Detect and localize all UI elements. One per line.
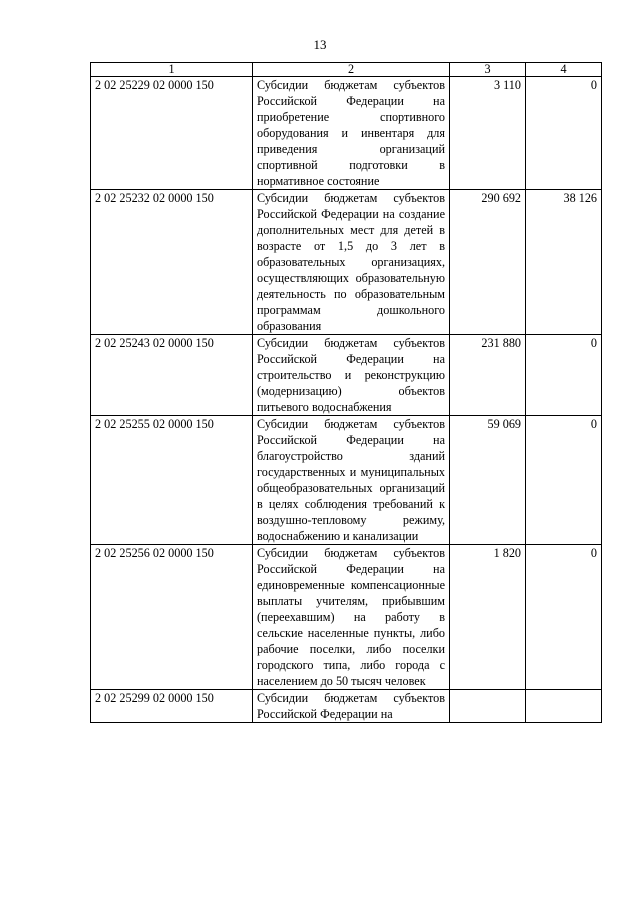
table-header-row — [91, 63, 602, 77]
table-row — [91, 190, 602, 335]
column-header-1: 1 — [91, 63, 253, 77]
budget-item-name: Субсидии бюджетам субъектов Российской Федерации на приобретение спортивного оборудования и инвентаря для приведения организаций спортивной подготовки в нормативное состояние — [253, 77, 450, 190]
amount-col3: 59 069 — [450, 416, 526, 545]
amount-col4: 0 — [526, 77, 602, 190]
amount-col4 — [526, 690, 602, 723]
budget-item-name: Субсидии бюджетам субъектов Российской Федерации на строительство и реконструкцию (модернизацию) объектов питьевого водоснабжения — [253, 335, 450, 416]
amount-col3 — [450, 690, 526, 723]
page-number: 13 — [313, 37, 327, 52]
budget-code: 2 02 25256 02 0000 150 — [91, 545, 253, 690]
amount-col3: 1 820 — [450, 545, 526, 690]
amount-col4: 0 — [526, 545, 602, 690]
column-header-3: 3 — [450, 63, 526, 77]
budget-code: 2 02 25255 02 0000 150 — [91, 416, 253, 545]
amount-col3: 290 692 — [450, 190, 526, 335]
table-row — [91, 77, 602, 190]
column-header-2: 2 — [253, 63, 450, 77]
budget-item-name: Субсидии бюджетам субъектов Российской Федерации на благоустройство зданий государственных и муниципальных общеобразовательных организаций в целях соблюдения требований к воздушно-тепловому режиму, водоснабжению и канализации — [253, 416, 450, 545]
budget-code: 2 02 25232 02 0000 150 — [91, 190, 253, 335]
budget-code: 2 02 25299 02 0000 150 — [91, 690, 253, 723]
budget-item-name: Субсидии бюджетам субъектов Российской Федерации на создание дополнительных мест для детей в возрасте от 1,5 до 3 лет в образовательных организациях, осуществляющих образовательную деятельность по образовательным программам дошкольного образования — [253, 190, 450, 335]
budget-code: 2 02 25243 02 0000 150 — [91, 335, 253, 416]
amount-col4: 38 126 — [526, 190, 602, 335]
column-header-4: 4 — [526, 63, 602, 77]
table-row — [91, 416, 602, 545]
table-row — [91, 335, 602, 416]
budget-table — [90, 62, 602, 723]
amount-col4: 0 — [526, 416, 602, 545]
amount-col4: 0 — [526, 335, 602, 416]
table-row — [91, 690, 602, 723]
table-row — [91, 545, 602, 690]
amount-col3: 231 880 — [450, 335, 526, 416]
amount-col3: 3 110 — [450, 77, 526, 190]
budget-code: 2 02 25229 02 0000 150 — [91, 77, 253, 190]
budget-item-name: Субсидии бюджетам субъектов Российской Федерации на единовременные компенсационные выплаты учителям, прибывшим (переехавшим) на работу в сельские населенные пункты, либо рабочие поселки, либо поселки городского типа, либо города с населением до 50 тысяч человек — [253, 545, 450, 690]
budget-item-name: Субсидии бюджетам субъектов Российской Федерации на — [253, 690, 450, 723]
